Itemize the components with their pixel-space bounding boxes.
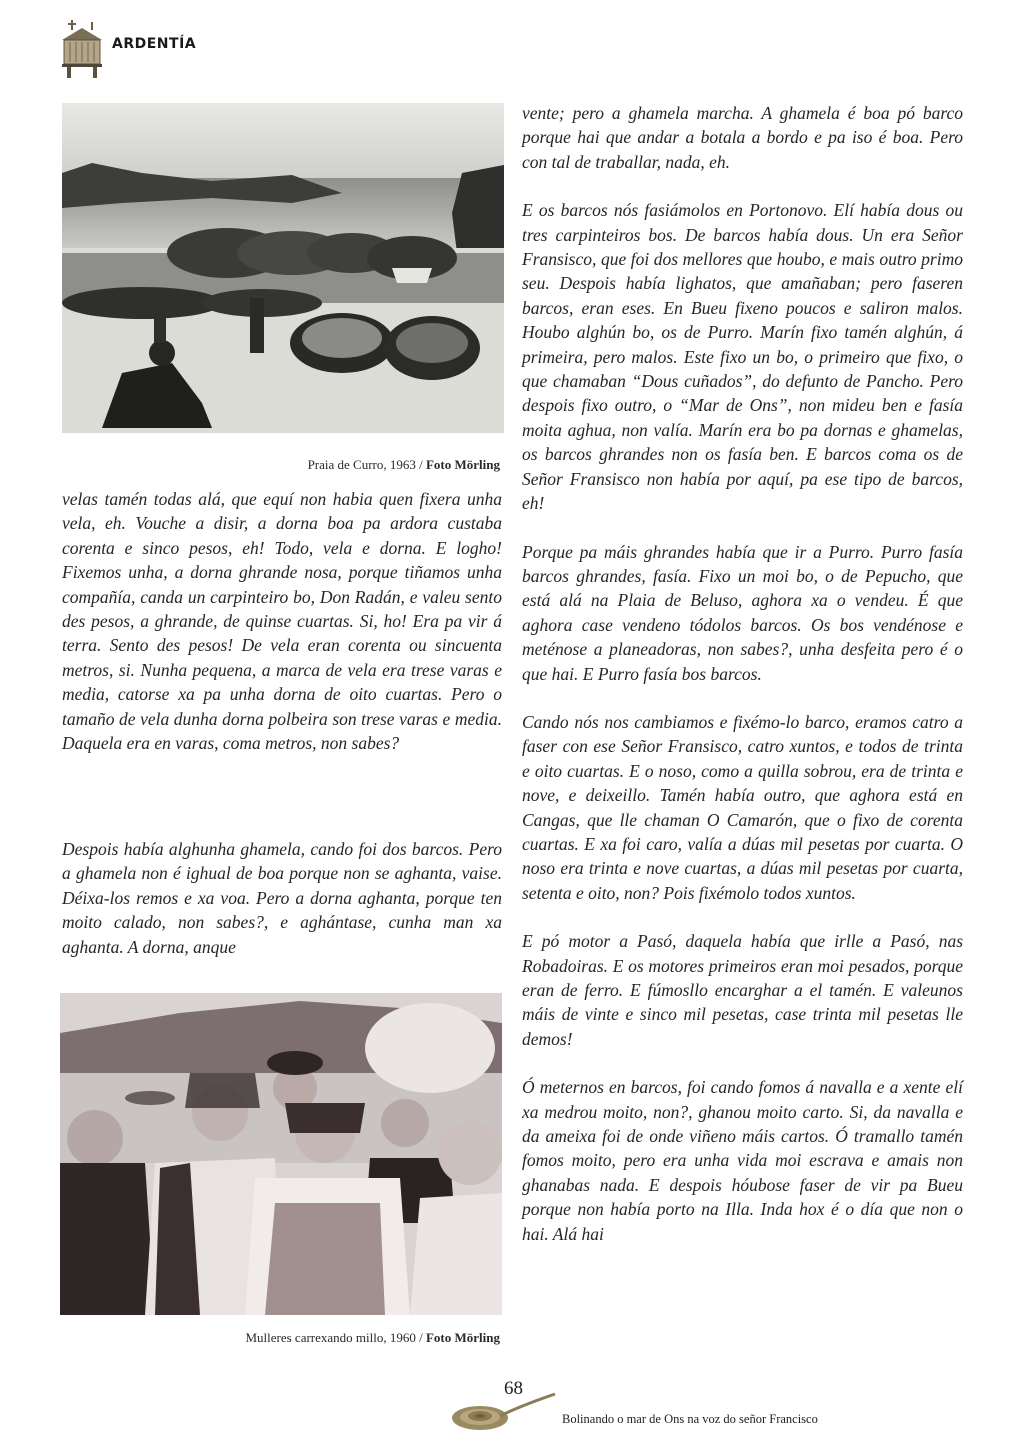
paragraph: E os barcos nós fasiámolos en Portonovo. Elí había dous ou tres carpinteiros bos. De barcos había dous. Un era Señor Fransisco, que foi dos mellores que houbo, e mais outro primo seu. Despois había lighatos, que amañaban; pero faseren barcos, eran eses. En Bueu fixeno poucos e saliron malos. Houbo alghún bo, os de Purro. Marín fixo tamén alghún, á primeira, pero malos. Este fixo un bo, o primeiro que fixo, o que chamaban “Dous cuñados”, do defunto de Pancho. Pero despois fixo outro, o “Mar de Ons”, non mideu ben e fasía moita aghua, non valía. Marín era bo pa dornas e ghamelas, os barcos ghrandes non os fasía ben. E barcos coma os de Señor Fransisco non había por aquí, pa ese tipo de barcos, eh! <box>522 200 963 514</box>
page-header <box>58 18 196 80</box>
left-column-text <box>62 487 502 779</box>
photo-mulleres-carrexando-millo <box>60 993 502 1315</box>
paragraph: Ó meternos en barcos, foi cando fomos á navalla e a xente elí xa medrou moito, non?, ghanou moito carto. Si, da navalla e da ameixa foi de onde viñeno máis cartos. Ó tramallo tamén fomos moito, pero era unha vida moi escrava e amais non ghanabas nada. E despois hóubose faser de vir pa Bueu porque non había porto na Illa. Inda hox é o día que non o hai. Alá hai <box>522 1077 963 1244</box>
paragraph: velas tamén todas alá, que equí non habia quen fixera unha vela, eh. Vouche a disir, a dorna boa pa ardora custaba corenta e sinco pesos, eh! Todo, vela e dorna. E logho! Fixemos unha, a dorna ghrande nosa, porque tiñamos unha compañía, canda un carpinteiro bo, Don Radán, e valeu sento des pesos, a ghrande, de quinse cuartas. Si, ho! Era pa vir á terra. Sento des pesos! De vela eran corenta ou sincuenta metros, si. Nunha pequena, a marca de vela era trese varas e media, catorse xa pa unha dorna de oito cuartas. Pero o tamaño de vela dunha dorna polbeira son trese varas e media. Daquela era en varas, coma metros, non sabes? <box>62 489 502 754</box>
caption-text: Mulleres carrexando millo, 1960 / <box>245 1330 426 1345</box>
paragraph: Porque pa máis ghrandes había que ir a Purro. Purro fasía barcos ghrandes, fasía. Fixo un moi bo, o de Pepucho, que está alá na Plaia de Beluso, aghora xa o vendeu. É que aghora case vendeno tódolos barcos. Os bos vendénose e meténose a planeadoras, non sabes?, unha desfeita pero é o que hai. E Purro fasía bos barcos. <box>522 541 963 684</box>
left-column-text-2 <box>62 837 502 983</box>
photo-praia-de-curro <box>62 103 504 433</box>
photo-caption-praia-de-curro <box>308 457 500 473</box>
paragraph: Cando nós nos cambiamos e fixémo-lo barco, eramos catro a faser con ese Señor Fransisco, catro xuntos, e todos de trinta e oito cuartas. E o noso, como a quilla sobrou, era de trinta e nove, e deixeillo. Tamén había outro, que aghora está en Cangas, que lle chaman O Camarón, que o fixo de corenta cuartas. E xa foi caro, valía a dúas mil pesetas por cuarta. O noso era trinta e nove cuartas, a dúas mil pesetas por cuarta, setenta e oito, non? Pois fixémolo todos xuntos. <box>522 711 963 903</box>
book-title: Bolinando o mar de Ons na voz do señor Francisco <box>562 1412 818 1426</box>
photo-credit: Foto Mörling <box>425 1330 500 1345</box>
photo-caption-mulleres <box>245 1330 500 1346</box>
page-number: 68 <box>504 1378 523 1399</box>
publication-brand: ARDENTÍA <box>112 36 197 52</box>
page-footer <box>450 1378 870 1438</box>
paragraph: vente; pero a ghamela marcha. A ghamela é boa pó barco porque hai que andar a botala a bordo e pa iso é boa. Pero con tal de traballar, nada, eh. <box>522 103 963 172</box>
right-column-text <box>522 101 963 1270</box>
paragraph: Despois había alghunha ghamela, cando foi dos barcos. Pero a ghamela non é ighual de boa porque non se aghanta, vaise. Déixa-los remos e xa voa. Pero a dorna aghanta, porque ten moito calado, non sabes?, e aghántase, cunha man xa aghanta. A dorna, anque <box>62 839 502 957</box>
caption-text: Praia de Curro, 1963 / <box>307 457 426 472</box>
paragraph: E pó motor a Pasó, daquela había que irlle a Pasó, nas Robadoiras. E os motores primeiros eran moi pesados, porque eran de ferro. E fúmosllo encarghar a el tamén. E valeunos máis de vinte e sinco mil pesetas, case trinta mil pesetas lle demos! <box>522 931 963 1049</box>
photo-credit: Foto Mörling <box>425 457 500 472</box>
horreo-icon <box>58 18 106 80</box>
